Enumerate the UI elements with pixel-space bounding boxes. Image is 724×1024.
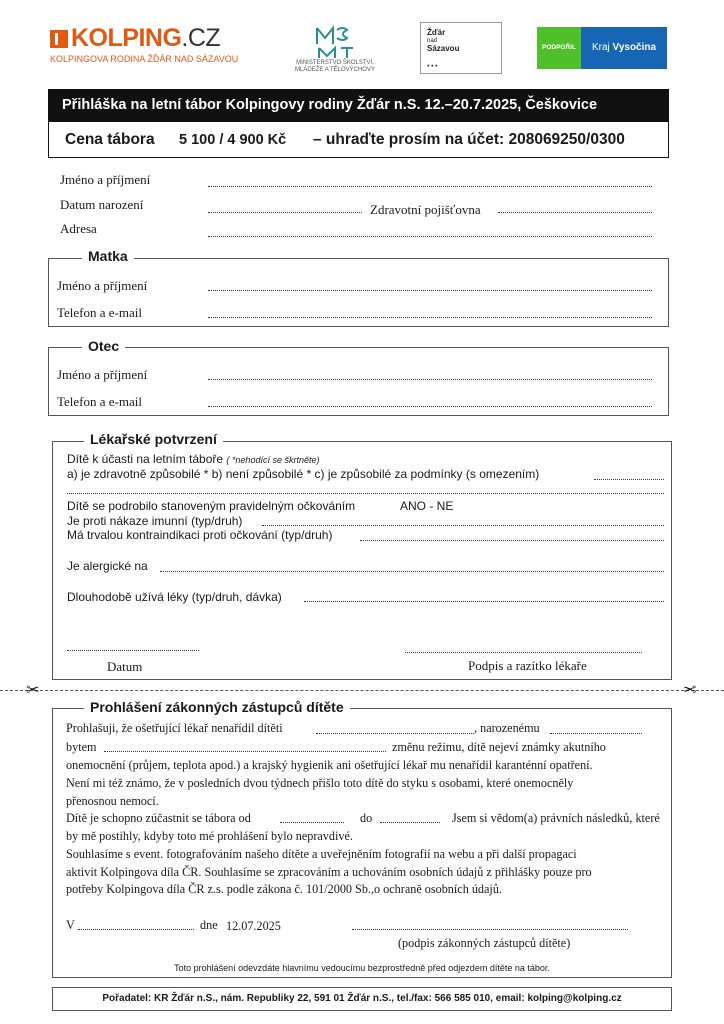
declaration-address-field[interactable] (104, 751, 386, 752)
child-dob-field[interactable] (208, 212, 362, 213)
form-title: Přihláška na letní tábor Kolpingovy rodiny Žďár n.S. 12.–20.7.2025, Češkovice (48, 89, 669, 122)
declaration-place-field[interactable] (78, 929, 194, 930)
child-name-field[interactable] (208, 186, 652, 187)
medical-condition-field[interactable] (594, 479, 664, 480)
declaration-date-label: dne (200, 918, 218, 932)
zdar-logo (420, 22, 502, 74)
medical-date-label: Datum (107, 659, 143, 674)
medical-date-field[interactable] (67, 650, 199, 651)
msmt-logo-text: MINISTERSTVO ŠKOLSTVÍ, MLÁDEŽE A TĚLOVÝCHOVY (295, 60, 375, 73)
immunity-field[interactable] (262, 525, 664, 526)
mother-legend: Matka (82, 248, 134, 264)
declaration-l8: Souhlasíme s event. fotografováním našeho dítěte a uveřejněním fotografií na webu a při další propagaci (66, 847, 577, 861)
father-contact-field[interactable] (208, 406, 652, 407)
kraj-name: Kraj Vysočina (581, 27, 667, 69)
medical-line1: Dítě k účasti na letním táboře ( *nehodící se škrtněte) (67, 452, 320, 466)
medication-label: Dlouhodobě užívá léky (typ/druh, dávka) (67, 590, 282, 604)
guardian-signature-label: (podpis zákonných zástupců dítěte) (398, 936, 571, 950)
zdar-logo-text: Žďár nad Sázavou (427, 28, 460, 53)
declaration-note: Toto prohlášení odevzdáte hlavnímu vedoucímu bezprostředně před odjezdem dítěte na tábor. (174, 963, 550, 973)
allergy-label: Je alergické na (67, 559, 148, 573)
kraj-vysocina-logo (537, 27, 667, 69)
doctor-signature-field[interactable] (405, 652, 642, 653)
scissors-icon: ✂ (683, 682, 697, 699)
declaration-l2b: změnu režimu, dítě nejeví známky akutního (392, 740, 606, 754)
declaration-l2a: bytem (66, 740, 97, 754)
organizer-footer: Pořadatel: KR Žďár n.S., nám. Republiky 22, 591 01 Žďár n.S., tel./fax: 566 585 010, email: kolping@kolping.cz (52, 987, 672, 1011)
contraindication-field[interactable] (360, 540, 664, 541)
vaccination-answer[interactable]: ANO - NE (400, 499, 454, 513)
doctor-signature-label: Podpis a razítko lékaře (468, 658, 587, 673)
father-name-label: Jméno a příjmení (57, 367, 148, 382)
father-contact-label: Telefon a e-mail (57, 394, 142, 409)
medical-condition-field-2[interactable] (67, 493, 664, 494)
mother-contact-field[interactable] (208, 317, 652, 318)
mother-contact-label: Telefon a e-mail (57, 305, 142, 320)
kolping-logo-name: KOLPING.CZ (71, 24, 221, 52)
price-label: Cena tábora (65, 131, 155, 148)
scissors-icon: ✂ (26, 682, 40, 699)
allergy-field[interactable] (160, 571, 664, 572)
declaration-child-dob-field[interactable] (550, 733, 642, 734)
insurance-label: Zdravotní pojišťovna (370, 202, 481, 217)
insurance-field[interactable] (498, 212, 652, 213)
child-dob-label: Datum narození (60, 197, 144, 212)
kolping-k-icon (50, 30, 68, 48)
msmt-emblem-icon (313, 24, 357, 60)
declaration-legend: Prohlášení zákonných zástupců dítěte (84, 699, 350, 715)
zdar-logo-fineprint: ● ● ● (427, 63, 438, 68)
child-address-field[interactable] (208, 236, 652, 237)
declaration-l9: aktivit Kolpingova díla ČR. Souhlasíme se zpracováním a uchováním osobních údajů z přihlášky pouze pro (66, 865, 592, 879)
declaration-l10: potřeby Kolpingova díla ČR z.s. podle zákona č. 101/2000 Sb.,o ochraně osobních údajů. (66, 882, 502, 896)
msmt-logo (285, 22, 385, 74)
declaration-l6b: do (360, 811, 373, 825)
contraindication-label: Má trvalou kontraindikaci proti očkování (typ/druh) (67, 528, 333, 542)
declaration-l1a: Prohlašuji, že ošetřující lékař nenařídil dítěti (66, 721, 283, 735)
declaration-child-name-field[interactable] (316, 733, 474, 734)
declaration-l3: onemocnění (průjem, teplota apod.) a krajský hygienik ani ošetřující lékař mu nenařídil karanténní opatření. (66, 758, 593, 772)
mother-name-label: Jméno a příjmení (57, 278, 148, 293)
medical-note: ( *nehodící se škrtněte) (226, 455, 320, 465)
medical-legend: Lékařské potvrzení (84, 431, 223, 447)
declaration-l6a: Dítě je schopno zúčastnit se tábora od (66, 811, 251, 825)
declaration-l7: by mě postihly, kdyby toto mé prohlášení bylo nepravdivé. (66, 829, 353, 843)
father-name-field[interactable] (208, 379, 652, 380)
cut-line (0, 690, 724, 691)
camp-to-field[interactable] (380, 822, 440, 823)
kolping-logo (40, 18, 250, 70)
vaccination-label: Dítě se podrobilo stanoveným pravidelným očkováním (67, 499, 356, 513)
guardian-signature-field[interactable] (352, 929, 628, 930)
mother-name-field[interactable] (208, 290, 652, 291)
kraj-support-label: PODPOŘIL (537, 27, 581, 69)
declaration-l6c: Jsem si vědom(a) právních následků, které (452, 811, 660, 825)
medication-field[interactable] (304, 601, 664, 602)
kolping-logo-subtitle: KOLPINGOVA RODINA ŽĎÁR NAD SÁZAVOU (50, 54, 239, 64)
price-bar (48, 122, 669, 158)
immunity-label: Je proti nákaze imunní (typ/druh) (67, 514, 243, 528)
declaration-l1b: , narozenému (474, 721, 540, 735)
medical-line2: a) je zdravotně způsobilé * b) není způsobilé * c) je způsobilé za podmínky (s omezením) (67, 467, 540, 481)
camp-from-field[interactable] (280, 822, 344, 823)
child-address-label: Adresa (60, 221, 97, 236)
declaration-l5: přenosnou nemocí. (66, 794, 159, 808)
payment-text: – uhraďte prosím na účet: 208069250/0300 (313, 131, 625, 148)
declaration-date-value[interactable]: 12.07.2025 (226, 919, 281, 933)
declaration-l4: Není mi též známo, že v posledních dvou týdnech přišlo toto dítě do styku s osobami, které onemocněly (66, 776, 574, 790)
father-legend: Otec (82, 338, 125, 354)
child-name-label: Jméno a příjmení (60, 172, 151, 187)
declaration-place-label: V (66, 918, 75, 932)
price-value: 5 100 / 4 900 Kč (179, 132, 287, 148)
